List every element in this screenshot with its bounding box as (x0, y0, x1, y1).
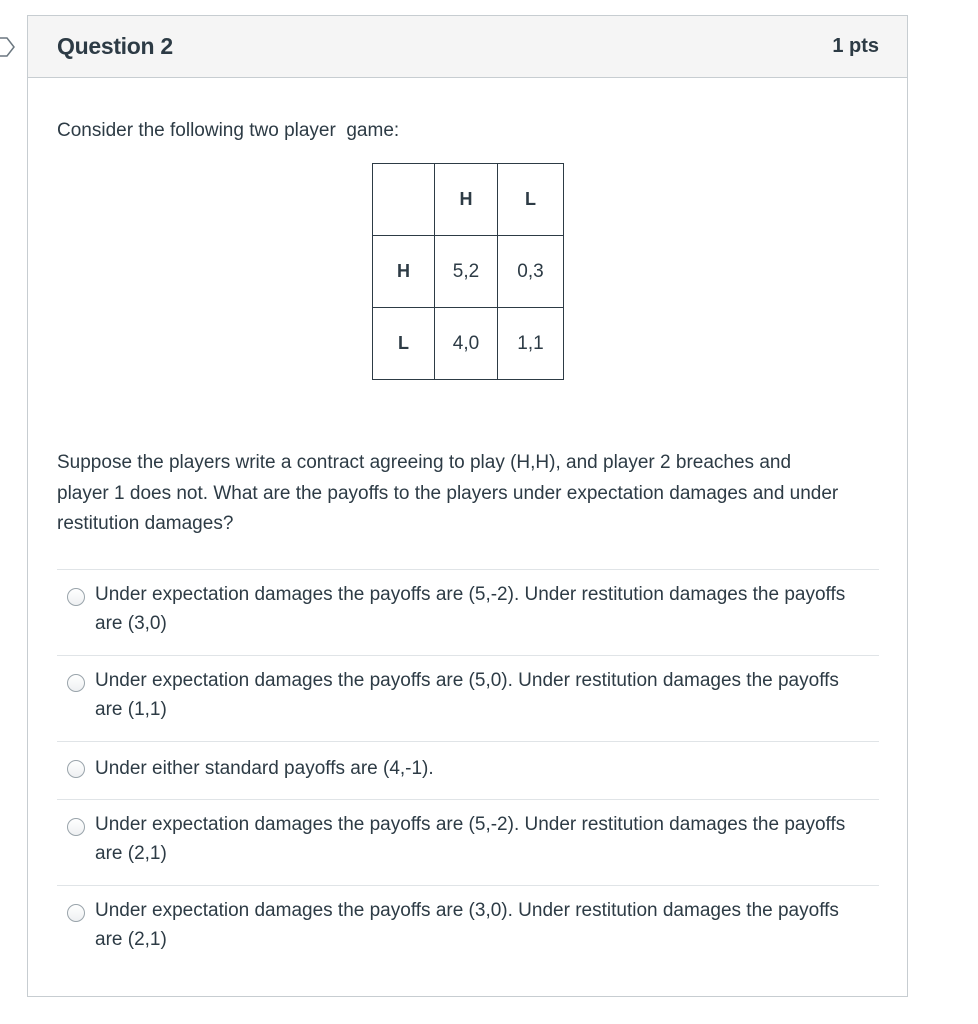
radio-button[interactable] (67, 904, 85, 922)
payoff-cell: 0,3 (498, 236, 564, 308)
payoff-row (373, 236, 564, 308)
payoff-matrix (372, 163, 564, 380)
radio-button[interactable] (67, 818, 85, 836)
answer-label[interactable]: Under either standard payoffs are (4,-1). (95, 758, 434, 779)
payoff-corner-cell (373, 164, 435, 236)
payoff-cell: 5,2 (435, 236, 498, 308)
radio-button[interactable] (67, 760, 85, 778)
payoff-row (373, 308, 564, 380)
answer-option[interactable] (57, 741, 879, 799)
payoff-row-header: L (373, 308, 435, 380)
payoff-header-row (373, 164, 564, 236)
question-points: 1 pts (832, 35, 879, 57)
question-title: Question 2 (57, 33, 173, 59)
answer-option[interactable] (57, 885, 879, 971)
answer-label[interactable]: Under expectation damages the payoffs are (5,-2). Under restitution damages the payoffs are (2,1) (95, 814, 846, 864)
answer-label[interactable]: Under expectation damages the payoffs are (5,-2). Under restitution damages the payoffs are (3,0) (95, 584, 846, 634)
answer-list (57, 569, 879, 971)
payoff-col-header: H (435, 164, 498, 236)
radio-button[interactable] (67, 588, 85, 606)
payoff-cell: 1,1 (498, 308, 564, 380)
answer-label[interactable]: Under expectation damages the payoffs are (3,0). Under restitution damages the payoffs are (2,1) (95, 900, 839, 950)
payoff-cell: 4,0 (435, 308, 498, 380)
question-prompt: Suppose the players write a contract agreeing to play (H,H), and player 2 breaches and player 1 does not. What are the payoffs to the players under expectation damages and under restitution damages? (57, 452, 839, 534)
question-card (27, 15, 908, 997)
answer-option[interactable] (57, 799, 879, 885)
payoff-row-header: H (373, 236, 435, 308)
question-header (28, 16, 907, 78)
payoff-col-header: L (498, 164, 564, 236)
answer-label[interactable]: Under expectation damages the payoffs are (5,0). Under restitution damages the payoffs are (1,1) (95, 670, 839, 720)
radio-button[interactable] (67, 674, 85, 692)
question-flag-icon[interactable] (0, 36, 16, 58)
answer-option[interactable] (57, 569, 879, 655)
question-intro: Consider the following two player game: (57, 120, 400, 141)
answer-option[interactable] (57, 655, 879, 741)
